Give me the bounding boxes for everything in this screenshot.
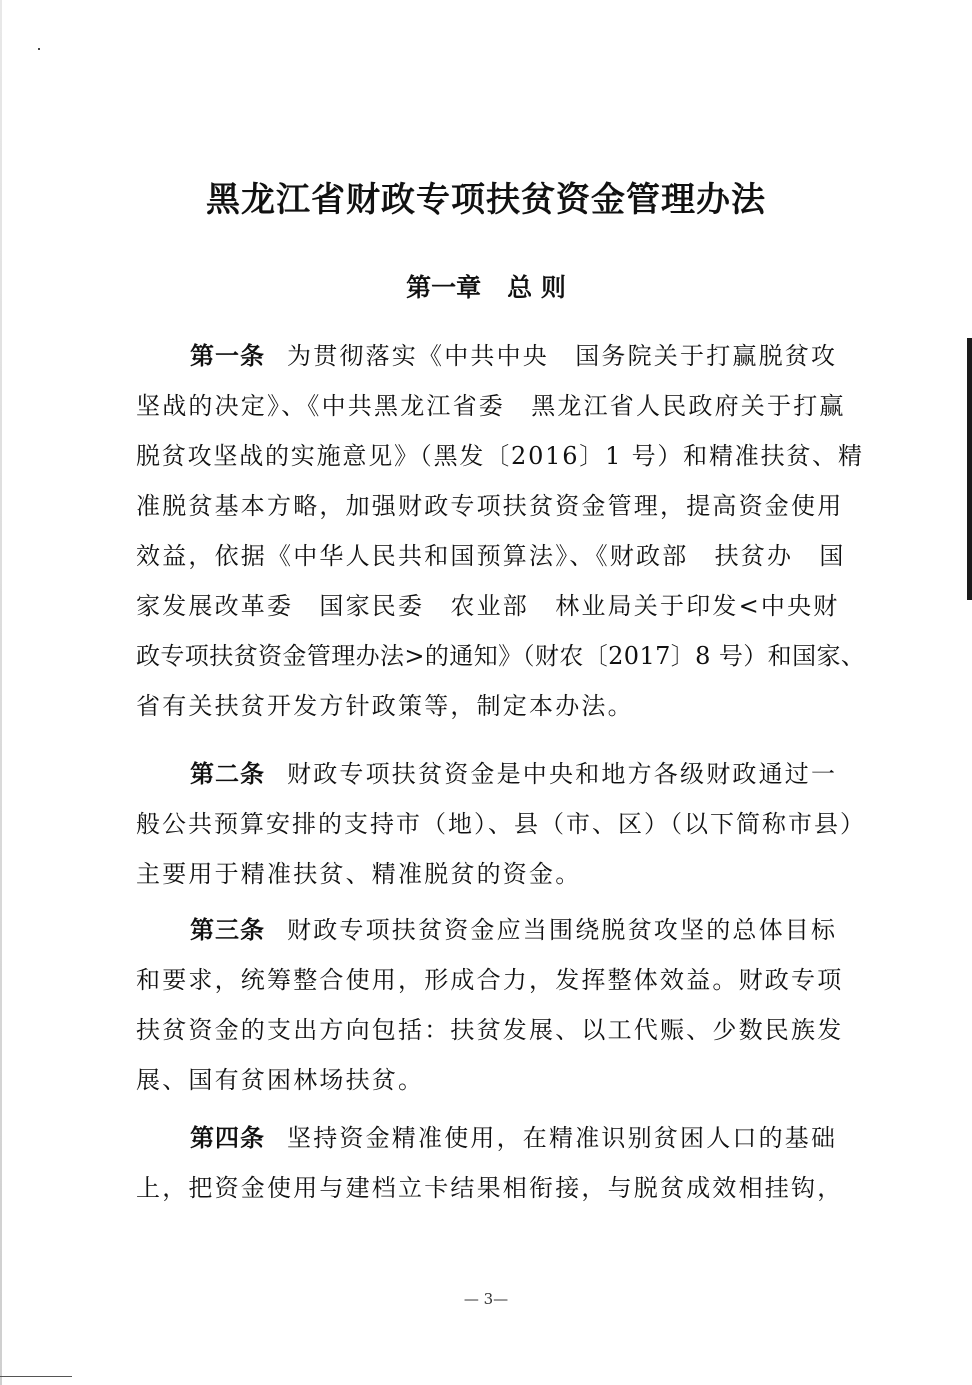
article-3-line-4: 展、国有贫困林场扶贫。 <box>136 1066 425 1094</box>
document-title: 黑龙江省财政专项扶贫资金管理办法 <box>206 180 766 220</box>
article-4-line-1: 第四条 坚持资金精准使用，在精准识别贫困人口的基础 <box>190 1124 838 1152</box>
article-1-line-3: 脱贫攻坚战的实施意见》（黑发〔2016〕1 号）和精准扶贫、精 <box>136 442 864 470</box>
article-4-label: 第四条 <box>190 1124 265 1152</box>
chapter-heading <box>0 268 972 304</box>
article-4-line-2: 上，把资金使用与建档立卡结果相衔接，与脱贫成效相挂钩， <box>136 1174 844 1202</box>
article-3-line-2: 和要求，统筹整合使用，形成合力，发挥整体效益。财政专项 <box>136 966 844 994</box>
chapter-name: 总 则 <box>507 273 566 302</box>
article-1-line-1: 第一条 为贯彻落实《中共中央 国务院关于打赢脱贫攻 <box>190 342 838 370</box>
article-1-line-8: 省有关扶贫开发方针政策等，制定本办法。 <box>136 692 634 720</box>
scan-speck <box>38 48 40 50</box>
article-1-line-4: 准脱贫基本方略，加强财政专项扶贫资金管理，提高资金使用 <box>136 492 844 520</box>
article-2-line-2: 般公共预算安排的支持市（地）、县（市、区）（以下简称市县） <box>136 810 866 838</box>
article-2-line-3: 主要用于精准扶贫、精准脱贫的资金。 <box>136 860 582 888</box>
article-3-line-3: 扶贫资金的支出方向包括：扶贫发展、以工代赈、少数民族发 <box>136 1016 844 1044</box>
article-1-line-6: 家发展改革委 国家民委 农业部 林业局关于印发<中央财 <box>136 592 840 620</box>
article-3-label: 第三条 <box>190 916 265 944</box>
scan-binding-mark <box>967 338 972 600</box>
article-1-line-2: 坚战的决定》、《中共黑龙江省委 黑龙江省人民政府关于打赢 <box>136 392 846 420</box>
article-3-line-1: 第三条 财政专项扶贫资金应当围绕脱贫攻坚的总体目标 <box>190 916 838 944</box>
article-1-label: 第一条 <box>190 342 265 370</box>
chapter-label: 第一章 <box>406 273 482 302</box>
scan-bottom-mark <box>0 1376 72 1377</box>
page-number: — 3— <box>463 1290 509 1308</box>
article-2-label: 第二条 <box>190 760 265 788</box>
article-1-line-5: 效益，依据《中华人民共和国预算法》、《财政部 扶贫办 国 <box>136 542 846 570</box>
article-2-line-1: 第二条 财政专项扶贫资金是中央和地方各级财政通过一 <box>190 760 838 788</box>
article-1-line-7: 政专项扶贫资金管理办法>的通知》（财农〔2017〕8 号）和国家、 <box>136 642 866 670</box>
